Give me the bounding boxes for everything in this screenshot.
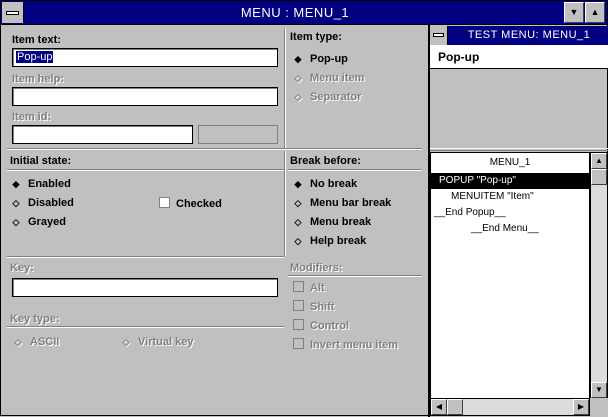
item-help-label: Item help:	[12, 73, 64, 85]
key-label: Key:	[10, 262, 34, 274]
horizontal-scrollbar[interactable]	[430, 398, 590, 416]
item-id-value-field	[198, 125, 278, 144]
title-bar	[1, 1, 607, 25]
menu-structure-list[interactable]	[430, 152, 590, 399]
scroll-h-thumb[interactable]	[447, 399, 463, 415]
checkbox-icon	[159, 197, 170, 208]
checkbox-icon	[293, 281, 304, 292]
minimize-button[interactable]	[564, 2, 584, 23]
test-menu-title-bar	[430, 26, 608, 45]
triangle-up-icon: ▲	[590, 7, 600, 17]
radio-icon: ◇	[294, 198, 302, 208]
control-checkbox[interactable]: Control	[293, 319, 349, 332]
item-id-label: Item id:	[12, 111, 52, 123]
item-text-value: Pop-up	[17, 51, 53, 63]
item-type-label: Item type:	[290, 31, 342, 43]
item-text-input[interactable]	[12, 48, 278, 67]
tree-row-menu[interactable]: MENU_1	[489, 157, 531, 168]
help-break-radio[interactable]: ◇ Help break	[292, 235, 366, 247]
scroll-thumb[interactable]	[591, 169, 607, 185]
maximize-button[interactable]	[585, 2, 605, 23]
key-input[interactable]	[12, 278, 278, 297]
vertical-scrollbar[interactable]	[590, 152, 608, 399]
checkbox-icon	[293, 338, 304, 349]
arrow-up-icon: ▲	[595, 156, 603, 165]
item-text-label: Item text:	[12, 34, 61, 46]
radio-icon: ◇	[12, 217, 20, 227]
ascii-radio[interactable]: ◇ ASCII	[12, 336, 59, 348]
tree-row-end-menu[interactable]: __End Menu__	[471, 223, 539, 234]
key-type-line	[7, 326, 284, 328]
scroll-up-button[interactable]	[591, 153, 607, 169]
item-type-separator-radio[interactable]: ◇ Separator	[292, 91, 361, 103]
checked-checkbox[interactable]: Checked	[159, 197, 222, 210]
radio-icon: ◇	[14, 337, 22, 347]
tree-row-popup[interactable]: POPUP "Pop-up"	[431, 173, 589, 189]
item-id-input[interactable]	[12, 125, 193, 144]
no-break-radio[interactable]: ◆ No break	[292, 178, 357, 190]
test-menu-system-button[interactable]	[430, 26, 448, 45]
radio-icon: ◇	[294, 217, 302, 227]
tree-row-menuitem[interactable]: MENUITEM "Item"	[451, 191, 534, 202]
checkbox-icon	[293, 319, 304, 330]
radio-selected-icon: ◆	[12, 179, 20, 189]
test-menu-title: TEST MENU: MENU_1	[467, 29, 591, 41]
arrow-right-icon: ▶	[577, 402, 585, 411]
shift-checkbox[interactable]: Shift	[293, 300, 334, 313]
key-type-label: Key type:	[10, 313, 60, 325]
modifiers-line	[288, 275, 422, 277]
triangle-down-icon: ▼	[569, 7, 579, 17]
radio-icon: ◇	[122, 337, 130, 347]
menu-bar-break-radio[interactable]: ◇ Menu bar break	[292, 197, 391, 209]
test-menu-popup-item[interactable]: Pop-up	[438, 50, 480, 64]
radio-icon: ◇	[294, 92, 302, 102]
item-type-divider	[284, 28, 286, 148]
radio-icon: ◇	[12, 198, 20, 208]
invert-menu-item-checkbox[interactable]: Invert menu item	[293, 338, 398, 351]
window-title: MENU : MENU_1	[240, 5, 350, 20]
preview-separator	[430, 148, 608, 151]
checkbox-icon	[293, 300, 304, 311]
scroll-left-button[interactable]	[431, 399, 447, 415]
test-menu-bar[interactable]	[430, 45, 608, 69]
menu-break-radio[interactable]: ◇ Menu break	[292, 216, 371, 228]
radio-selected-icon: ◆	[294, 54, 302, 64]
radio-selected-icon: ◆	[294, 179, 302, 189]
key-separator	[7, 256, 284, 258]
grayed-radio[interactable]: ◇ Grayed	[10, 216, 66, 228]
scroll-down-button[interactable]	[591, 382, 607, 398]
break-before-line	[288, 169, 422, 171]
alt-checkbox[interactable]: Alt	[293, 281, 325, 294]
section-separator	[7, 148, 422, 150]
disabled-radio[interactable]: ◇ Disabled	[10, 197, 74, 209]
break-before-divider	[284, 151, 286, 256]
radio-icon: ◇	[294, 236, 302, 246]
radio-icon: ◇	[294, 73, 302, 83]
arrow-left-icon: ◀	[435, 402, 443, 411]
modifiers-label: Modifiers:	[290, 262, 343, 274]
initial-state-label: Initial state:	[10, 155, 72, 167]
break-before-label: Break before:	[290, 155, 361, 167]
scrollbar-corner	[590, 398, 608, 416]
arrow-down-icon: ▼	[595, 385, 603, 394]
tree-row-end-popup[interactable]: __End Popup__	[434, 207, 506, 218]
virtual-key-radio[interactable]: ◇ Virtual key	[120, 336, 193, 348]
system-menu-button[interactable]	[2, 2, 24, 23]
item-type-menuitem-radio[interactable]: ◇ Menu item	[292, 72, 364, 84]
scroll-right-button[interactable]	[573, 399, 589, 415]
initial-state-line	[7, 169, 284, 171]
item-type-popup-radio[interactable]: ◆ Pop-up	[292, 53, 348, 65]
enabled-radio[interactable]: ◆ Enabled	[10, 178, 71, 190]
item-help-input[interactable]	[12, 87, 278, 106]
